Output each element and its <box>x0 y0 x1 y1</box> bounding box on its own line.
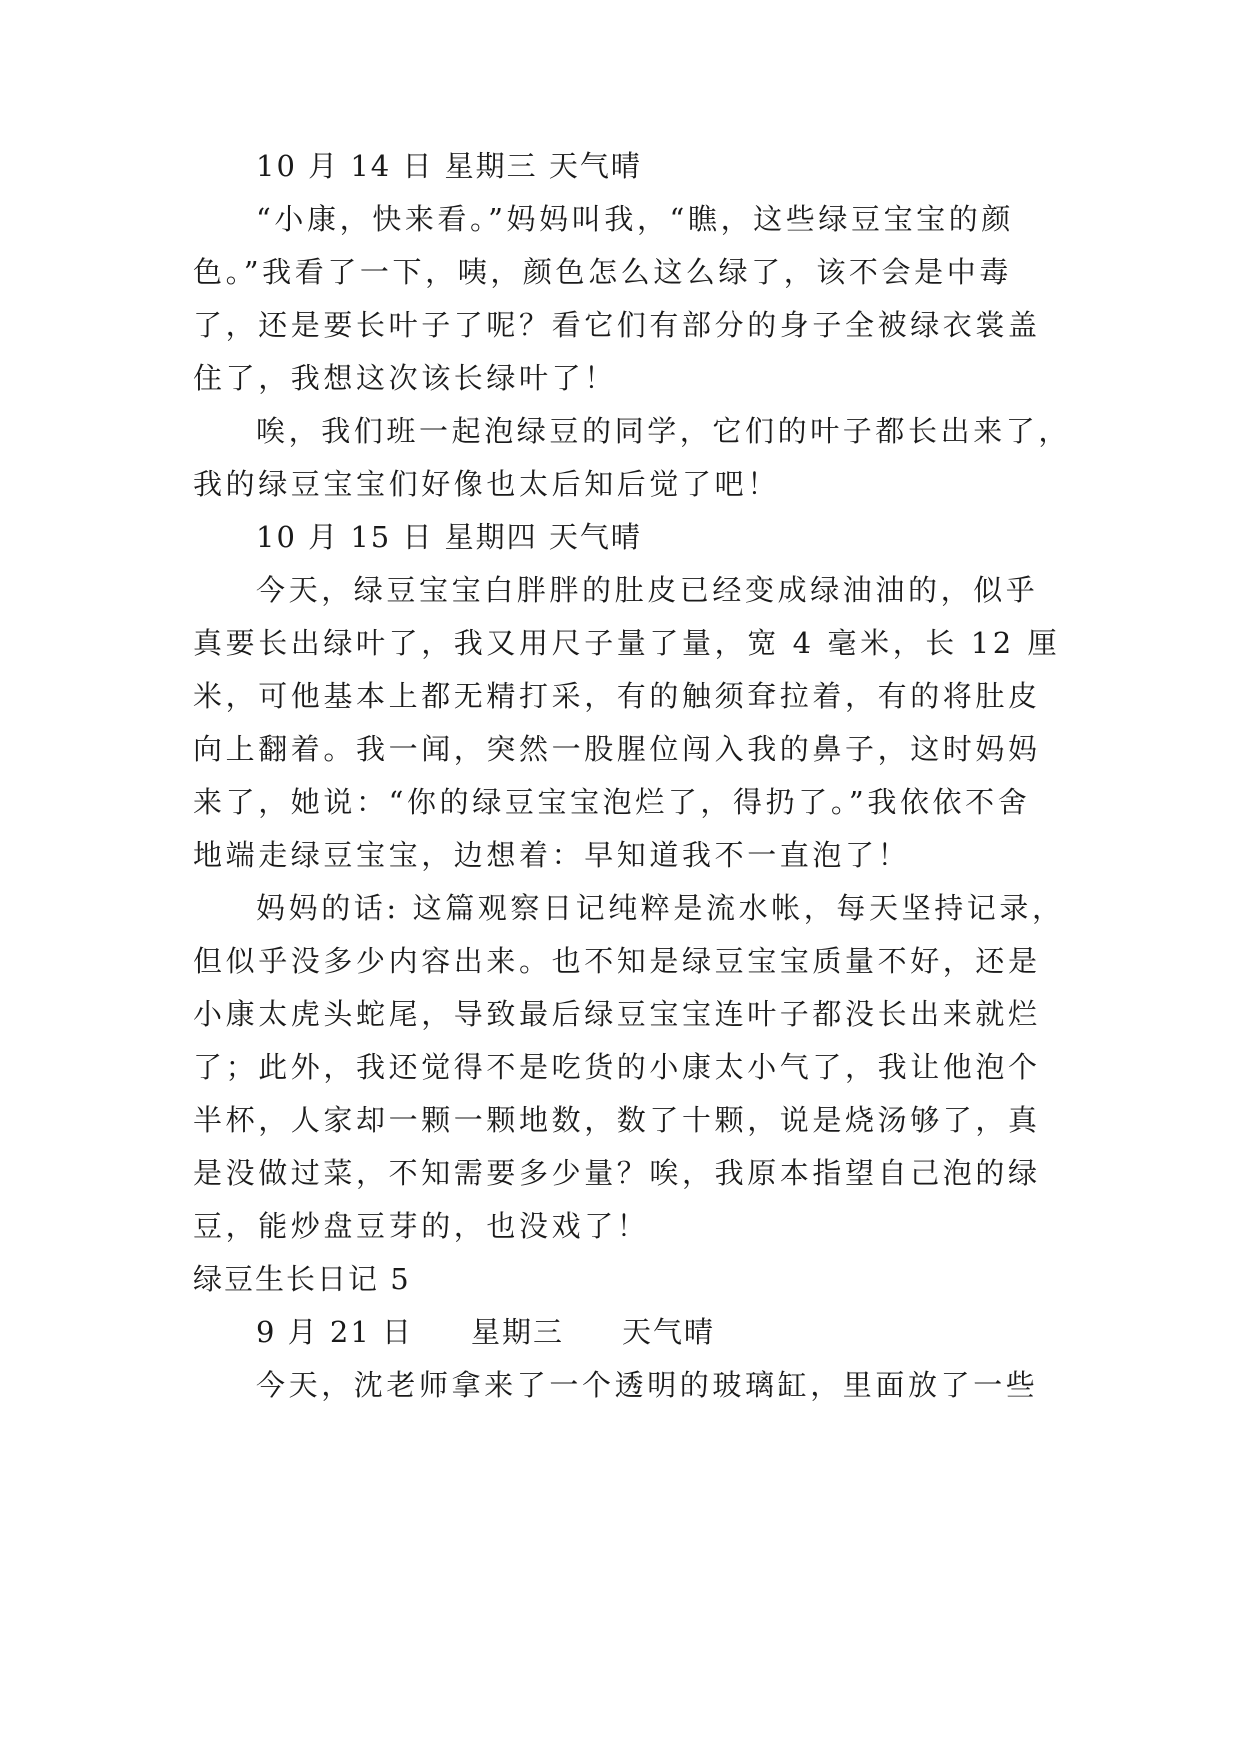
text-line: 半杯，人家却一颗一颗地数，数了十颗，说是烧汤够了，真 <box>193 1103 1041 1137</box>
entry-date: 10 月 14 日 星期三 天气晴 <box>256 149 642 183</box>
text-line: “小康，快来看。”妈妈叫我，“瞧，这些绿豆宝宝的颜 <box>256 202 1014 236</box>
text-line: 了；此外，我还觉得不是吃货的小康太小气了，我让他泡个 <box>193 1050 1041 1084</box>
text-line: 来了，她说：“你的绿豆宝宝泡烂了，得扔了。”我依依不舍 <box>193 785 1031 819</box>
text-line: 了，还是要长叶子了呢？看它们有部分的身子全被绿衣裳盖 <box>193 308 1041 342</box>
section-title: 绿豆生长日记 5 <box>193 1262 411 1296</box>
text-line: 住了，我想这次该长绿叶了！ <box>193 361 617 395</box>
text-line: 米，可他基本上都无精打采，有的触须耷拉着，有的将肚皮 <box>193 679 1041 713</box>
text-line: 我的绿豆宝宝们好像也太后知后觉了吧！ <box>193 467 780 501</box>
text-line: 色。”我看了一下，咦，颜色怎么这么绿了，该不会是中毒 <box>193 255 1012 289</box>
entry-date-day: 9 月 21 日 <box>256 1315 414 1349</box>
text-line: 豆，能炒盘豆芽的，也没戏了！ <box>193 1209 650 1243</box>
entry-date-weekday: 星期三 <box>471 1315 565 1349</box>
entry-date: 10 月 15 日 星期四 天气晴 <box>256 520 642 554</box>
text-line: 真要长出绿叶了，我又用尺子量了量，宽 4 毫米，长 12 厘 <box>193 626 1061 660</box>
text-line: 今天，绿豆宝宝白胖胖的肚皮已经变成绿油油的，似乎 <box>256 573 1039 607</box>
text-line: 妈妈的话: 这篇观察日记纯粹是流水帐，每天坚持记录， <box>256 891 1065 925</box>
text-line: 唉，我们班一起泡绿豆的同学，它们的叶子都长出来了， <box>256 414 1072 448</box>
text-line: 今天，沈老师拿来了一个透明的玻璃缸，里面放了一些 <box>256 1368 1039 1402</box>
entry-date <box>256 1312 715 1352</box>
text-line: 向上翻着。我一闻，突然一股腥位闯入我的鼻子，这时妈妈 <box>193 732 1041 766</box>
text-line: 小康太虎头蛇尾，导致最后绿豆宝宝连叶子都没长出来就烂 <box>193 997 1041 1031</box>
entry-date-weather: 天气晴 <box>622 1315 716 1349</box>
text-line: 但似乎没多少内容出来。也不知是绿豆宝宝质量不好，还是 <box>193 944 1041 978</box>
text-line: 是没做过菜，不知需要多少量？唉，我原本指望自己泡的绿 <box>193 1156 1041 1190</box>
text-line: 地端走绿豆宝宝，边想着：早知道我不一直泡了！ <box>193 838 911 872</box>
